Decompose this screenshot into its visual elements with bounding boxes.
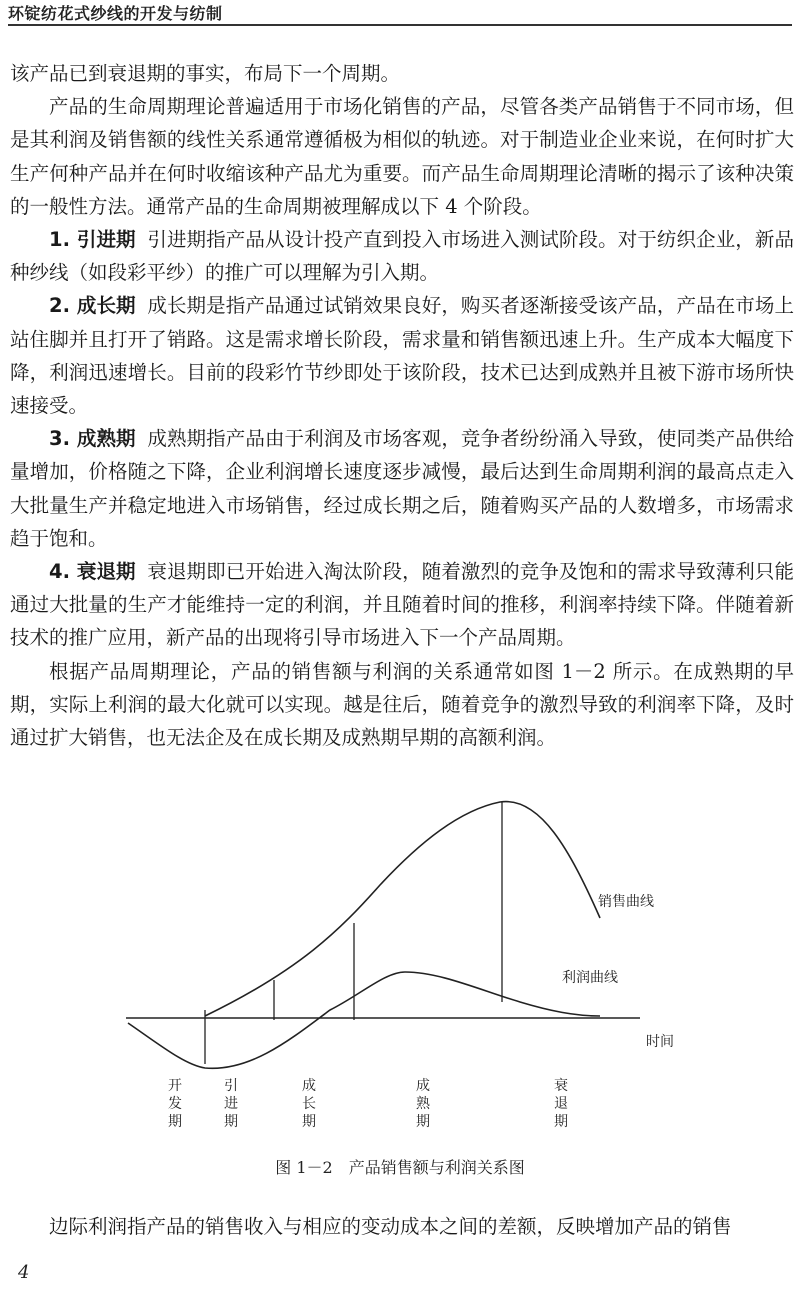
figure-caption: 图 1－2 产品销售额与利润关系图 — [275, 1158, 525, 1177]
stage-label-decline: 衰 — [554, 1078, 568, 1094]
stage-label-development: 发 — [168, 1096, 182, 1112]
stage-label-decline: 期 — [554, 1114, 568, 1130]
stage-heading: 4. 衰退期 — [49, 560, 136, 584]
paragraph-stage-introduction — [10, 223, 794, 289]
stage-heading: 1. 引进期 — [49, 228, 136, 252]
time-axis-label: 时间 — [646, 1034, 674, 1050]
sales-curve-label: 销售曲线 — [598, 894, 654, 910]
paragraph-lifecycle-intro: 产品的生命周期理论普遍适用于市场化销售的产品，尽管各类产品销售于不同市场，但是其利润及销售额的线性关系通常遵循极为相似的轨迹。对于制造业企业来说，在何时扩大生产何种产品并在何时收缩该种产品尤为重要。而产品生命周期理论清晰的揭示了该种决策的一般性方法。通常产品的生命周期被理解成以下 4 个阶段。 — [10, 95, 794, 218]
stage-heading: 3. 成熟期 — [49, 427, 136, 451]
stage-text: 成熟期指产品由于利润及市场客观，竞争者纷纷涌入导致，使同类产品供给量增加，价格随之下降，企业利润增长速度逐步减慢，最后达到生命周期利润的最高点走入大批量生产并稳定地进入市场销售，经过成长期之后，随着购买产品的人数增多，市场需求趋于饱和。 — [10, 427, 794, 550]
lifecycle-diagram — [0, 790, 800, 1140]
stage-label-introduction: 进 — [224, 1096, 238, 1112]
book-title: 环锭纺花式纱线的开发与纺制 — [8, 4, 223, 23]
stage-text: 引进期指产品从设计投产直到投入市场进入测试阶段。对于纺织企业，新品种纱线（如段彩平纱）的推广可以理解为引入期。 — [10, 228, 794, 285]
paragraph-marginal-profit: 边际利润指产品的销售收入与相应的变动成本之间的差额，反映增加产品的销售 — [49, 1215, 732, 1238]
stage-label-growth: 期 — [302, 1114, 316, 1130]
stage-label-growth: 成 — [302, 1078, 316, 1094]
stage-heading: 2. 成长期 — [49, 294, 136, 318]
stage-label-maturity: 熟 — [416, 1096, 430, 1112]
running-header — [8, 0, 792, 24]
profit-curve-label: 利润曲线 — [562, 970, 618, 986]
paragraph-stage-growth — [10, 289, 794, 422]
stage-text: 衰退期即已开始进入淘汰阶段，随着激烈的竞争及饱和的需求导致薄利只能通过大批量的生产才能维持一定的利润，并且随着时间的推移，利润率持续下降。伴随着新技术的推广应用，新产品的出现将引导市场进入下一个产品周期。 — [10, 560, 794, 650]
figure-sales-profit — [0, 790, 800, 1140]
paragraph-figure-reference: 根据产品周期理论，产品的销售额与利润的关系通常如图 1－2 所示。在成熟期的早期，实际上利润的最大化就可以实现。越是往后，随着竞争的激烈导致的利润率下降，及时通过扩大销售，也无法企及在成长期及成熟期早期的高额利润。 — [10, 659, 794, 750]
stage-label-development: 开 — [168, 1078, 182, 1094]
stage-label-development: 期 — [168, 1114, 182, 1130]
stage-label-introduction: 期 — [224, 1114, 238, 1130]
stage-label-growth: 长 — [302, 1096, 316, 1112]
stage-text: 成长期是指产品通过试销效果良好，购买者逐渐接受该产品，产品在市场上站住脚并且打开了销路。这是需求增长阶段，需求量和销售额迅速上升。生产成本大幅度下降，利润迅速增长。目前的段彩竹节纱即处于该阶段，技术已达到成熟并且被下游市场所快速接受。 — [10, 294, 794, 418]
paragraph-stage-decline — [10, 555, 794, 655]
stage-label-maturity: 成 — [416, 1078, 430, 1094]
header-rule — [8, 24, 792, 26]
stage-label-introduction: 引 — [224, 1078, 238, 1094]
stage-label-decline: 退 — [554, 1096, 568, 1112]
paragraph-continuation: 该产品已到衰退期的事实，布局下一个周期。 — [10, 62, 401, 85]
paragraph-stage-maturity — [10, 422, 794, 555]
stage-label-maturity: 期 — [416, 1114, 430, 1130]
profit-curve — [128, 972, 600, 1068]
page-number: 4 — [18, 1262, 30, 1283]
sales-curve — [205, 802, 600, 1016]
body-text — [10, 57, 794, 754]
